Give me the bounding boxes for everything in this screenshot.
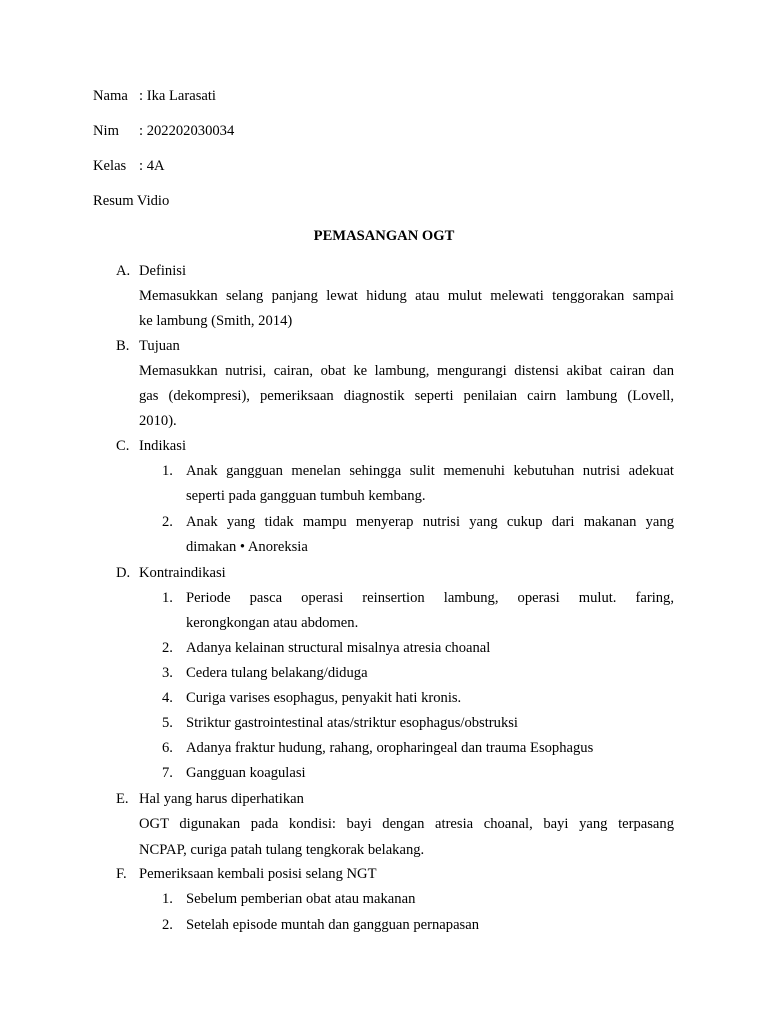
indikasi-item-2-line-2: dimakan • Anoreksia	[186, 539, 308, 555]
section-letter-e: E.	[116, 791, 129, 807]
tujuan-line-1: Memasukkan nutrisi, cairan, obat ke lambung, mengurangi distensi akibat cairan dan	[139, 363, 674, 379]
kontra-num-4: 4.	[162, 690, 173, 706]
pemeriksaan-item-2: Setelah episode muntah dan gangguan pernapasan	[186, 917, 479, 933]
section-heading-tujuan: Tujuan	[139, 338, 180, 354]
kontra-item-7: Gangguan koagulasi	[186, 765, 306, 781]
perhatian-line-1: OGT digunakan pada kondisi: bayi dengan atresia choanal, bayi yang terpasang	[139, 816, 674, 832]
tujuan-line-3: 2010).	[139, 413, 177, 429]
kontra-num-7: 7.	[162, 765, 173, 781]
section-heading-indikasi: Indikasi	[139, 438, 187, 454]
kontra-num-5: 5.	[162, 715, 173, 731]
kontra-num-1: 1.	[162, 590, 173, 606]
section-heading-pemeriksaan: Pemeriksaan kembali posisi selang NGT	[139, 866, 377, 882]
perhatian-line-2: NCPAP, curiga patah tulang tengkorak belakang.	[139, 842, 425, 858]
section-letter-f: F.	[116, 866, 127, 882]
name-label: Nama	[93, 88, 128, 104]
indikasi-item-2-line-1: Anak yang tidak mampu menyerap nutrisi yang cukup dari makanan yang	[186, 514, 674, 530]
kontra-item-1-line-2: kerongkongan atau abdomen.	[186, 615, 359, 631]
kontra-num-6: 6.	[162, 740, 173, 756]
indikasi-num-1: 1.	[162, 463, 173, 479]
resume-label: Resum Vidio	[93, 193, 170, 209]
pemeriksaan-num-2: 2.	[162, 917, 173, 933]
kontra-item-6: Adanya fraktur hudung, rahang, oropharingeal dan trauma Esophagus	[186, 740, 594, 756]
kontra-num-2: 2.	[162, 640, 173, 656]
section-heading-definisi: Definisi	[139, 263, 187, 279]
kontra-item-5: Striktur gastrointestinal atas/striktur esophagus/obstruksi	[186, 715, 518, 731]
section-heading-kontraindikasi: Kontraindikasi	[139, 565, 226, 581]
tujuan-line-2: gas (dekompresi), pemeriksaan diagnostik seperti penilaian cairn lambung (Lovell,	[139, 388, 674, 404]
section-heading-perhatian: Hal yang harus diperhatikan	[139, 791, 304, 807]
nim-label: Nim	[93, 123, 119, 139]
section-letter-a: A.	[116, 263, 131, 279]
name-value: : Ika Larasati	[139, 88, 216, 104]
section-letter-b: B.	[116, 338, 130, 354]
kontra-item-2: Adanya kelainan structural misalnya atresia choanal	[186, 640, 491, 656]
page-title: PEMASANGAN OGT	[313, 228, 455, 244]
indikasi-item-1-line-2: seperti pada gangguan tumbuh kembang.	[186, 488, 426, 504]
kelas-value: : 4A	[139, 158, 165, 174]
indikasi-item-1-line-1: Anak gangguan menelan sehingga sulit memenuhi kebutuhan nutrisi adekuat	[186, 463, 674, 479]
section-letter-d: D.	[116, 565, 131, 581]
kontra-item-1-line-1: Periode pasca operasi reinsertion lambung, operasi mulut. faring,	[186, 590, 674, 606]
pemeriksaan-num-1: 1.	[162, 891, 173, 907]
section-letter-c: C.	[116, 438, 130, 454]
kontra-item-4: Curiga varises esophagus, penyakit hati kronis.	[186, 690, 462, 706]
definisi-line-2: ke lambung (Smith, 2014)	[139, 313, 293, 329]
definisi-line-1: Memasukkan selang panjang lewat hidung atau mulut melewati tenggorakan sampai	[139, 288, 674, 304]
kontra-item-3: Cedera tulang belakang/diduga	[186, 665, 368, 681]
kontra-num-3: 3.	[162, 665, 173, 681]
nim-value: : 202202030034	[139, 123, 235, 139]
indikasi-num-2: 2.	[162, 514, 173, 530]
kelas-label: Kelas	[93, 158, 127, 174]
pemeriksaan-item-1: Sebelum pemberian obat atau makanan	[186, 891, 416, 907]
